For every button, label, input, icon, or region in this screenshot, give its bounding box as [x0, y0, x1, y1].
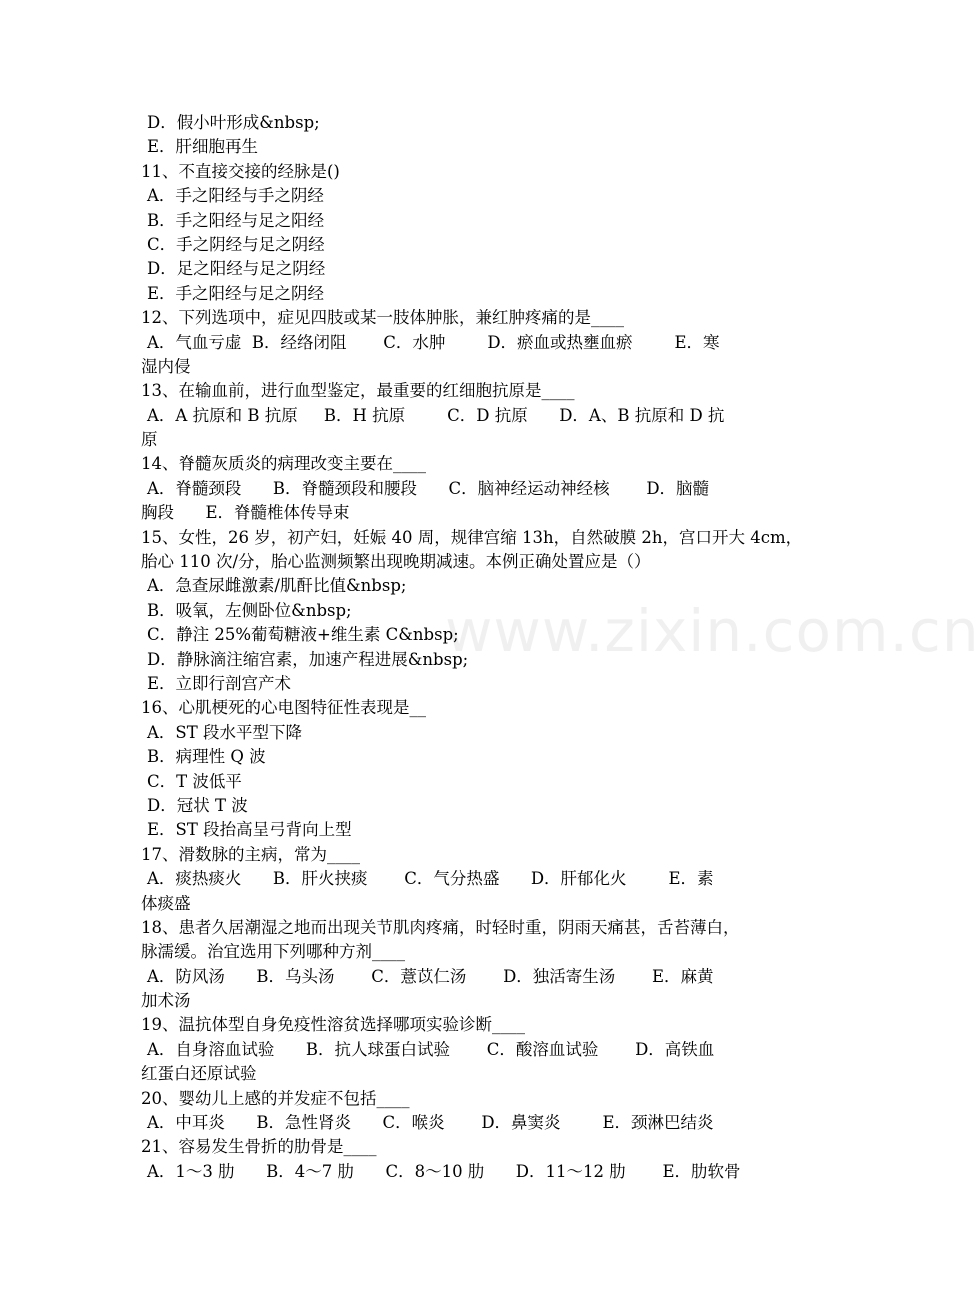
option-line: D．静脉滴注缩宫素，加速产程进展&nbsp;: [147, 649, 469, 669]
question-stem: 13、在输血前，进行血型鉴定，最重要的红细胞抗原是____: [141, 381, 575, 401]
option-line: B．手之阳经与足之阳经: [147, 210, 325, 230]
option-line: B．吸氧，左侧卧位&nbsp;: [147, 600, 352, 620]
option-line: D．假小叶形成&nbsp;: [147, 113, 320, 132]
continued-line: 胎心 110 次/分，胎心监测频繁出现晚期减速。本例正确处置应是（）: [141, 552, 651, 572]
option-line: A．气血亏虚 B．经络闭阻 C．水肿 D．瘀血或热壅血瘀 E．寒: [147, 332, 720, 352]
continued-line: 体痰盛: [141, 893, 191, 913]
continued-line: 脉濡缓。治宜选用下列哪种方剂____: [141, 942, 405, 962]
option-line: C．静注 25%葡萄糖液+维生素 C&nbsp;: [147, 625, 459, 645]
option-line: C．手之阴经与足之阴经: [147, 234, 325, 254]
question-stem: 17、滑数脉的主病，常为____: [141, 844, 360, 864]
option-line: E．肝细胞再生: [147, 137, 259, 157]
option-line: A．自身溶血试验 B．抗人球蛋白试验 C．酸溶血试验 D．高铁血: [147, 1039, 715, 1059]
watermark: www.zixin.com.cn: [445, 597, 980, 665]
option-line: A．脊髓颈段 B．脊髓颈段和腰段 C．脑神经运动神经核 D．脑髓: [147, 478, 710, 498]
option-line: E．立即行剖宫产术: [147, 673, 292, 693]
option-line: A．1～3 肋 B．4～7 肋 C．8～10 肋 D．11～12 肋 E．肋软骨: [147, 1161, 741, 1181]
question-stem: 15、女性，26 岁，初产妇，妊娠 40 周，规律宫缩 13h，自然破膜 2h，宫口开大 4cm，: [141, 527, 803, 547]
continued-line: 湿内侵: [141, 356, 191, 376]
option-line: A．ST 段水平型下降: [147, 722, 302, 742]
continued-line: 红蛋白还原试验: [141, 1064, 257, 1084]
question-stem: 16、心肌梗死的心电图特征性表现是__: [141, 698, 426, 718]
question-list: [141, 111, 803, 1184]
option-line: A．A 抗原和 B 抗原 B．H 抗原 C．D 抗原 D．A、B 抗原和 D 抗: [147, 405, 725, 425]
option-line: A．痰热痰火 B．肝火挟痰 C．气分热盛 D．肝郁化火 E．素: [147, 869, 714, 889]
question-stem: 14、脊髓灰质炎的病理改变主要在____: [141, 454, 426, 474]
continued-line: 加术汤: [141, 991, 191, 1011]
option-line: E．ST 段抬高呈弓背向上型: [147, 820, 352, 840]
continued-line: 原: [141, 430, 158, 450]
question-stem: 11、不直接交接的经脉是(): [141, 161, 340, 181]
option-line: D．足之阳经与足之阴经: [147, 259, 326, 279]
question-stem: 12、下列选项中，症见四肢或某一肢体肿胀，兼红肿疼痛的是____: [141, 308, 624, 328]
option-line: D．冠状 T 波: [147, 795, 248, 815]
question-stem: 19、温抗体型自身免疫性溶贫选择哪项实验诊断____: [141, 1015, 525, 1035]
option-line: A．中耳炎 B．急性肾炎 C．喉炎 D．鼻窦炎 E．颈淋巴结炎: [147, 1113, 714, 1133]
option-line: B．病理性 Q 波: [147, 747, 266, 767]
option-line: A．急查尿雌激素/肌酐比值&nbsp;: [147, 576, 407, 596]
question-stem: 20、婴幼儿上感的并发症不包括____: [141, 1088, 410, 1108]
question-stem: 18、患者久居潮湿之地而出现关节肌肉疼痛，时轻时重，阴雨天痛甚，舌苔薄白，: [141, 917, 740, 937]
question-stem: 21、容易发生骨折的肋骨是____: [141, 1137, 377, 1157]
option-line: C．T 波低平: [147, 771, 242, 791]
option-line: E．手之阳经与足之阴经: [147, 283, 325, 303]
option-line: A．手之阳经与手之阴经: [147, 186, 324, 206]
continued-line: 胸段 E．脊髓椎体传导束: [141, 503, 350, 523]
option-line: A．防风汤 B．乌头汤 C．薏苡仁汤 D．独活寄生汤 E．麻黄: [147, 966, 714, 986]
